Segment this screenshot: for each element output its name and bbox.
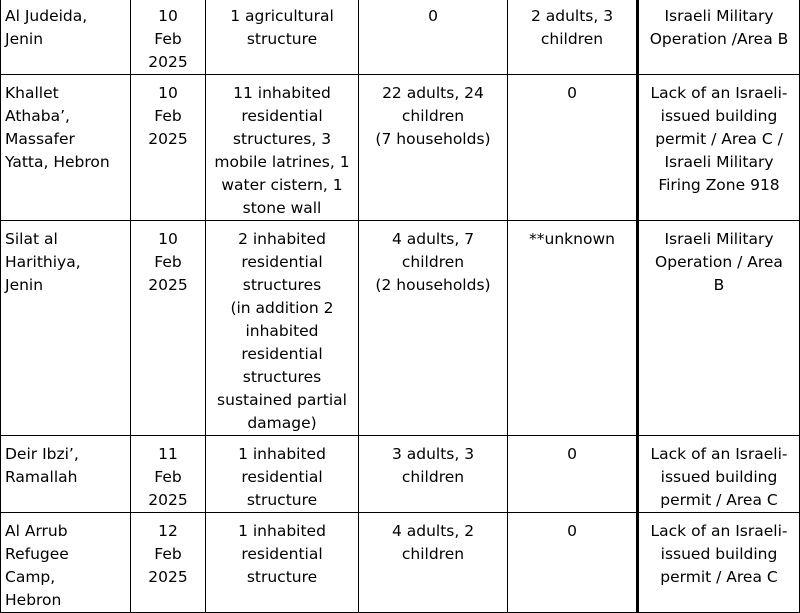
- people-affected-text: 0: [567, 445, 577, 463]
- structures-text: 2 inhabited residential structures (in addition 2 inhabited residential structures sustained partial damage): [217, 230, 347, 432]
- people-affected-text: 2 adults, 3 children: [531, 7, 613, 48]
- date-cell: [131, 0, 206, 75]
- people-displaced-cell: [359, 436, 508, 513]
- people-displaced-text: 22 adults, 24 children (7 households): [375, 84, 490, 148]
- reason-text: Lack of an Israeli- issued building permit / Area C: [651, 445, 788, 509]
- people-affected-text: 0: [567, 522, 577, 540]
- location-cell: [1, 513, 131, 613]
- table-row: [1, 0, 800, 75]
- people-displaced-cell: [359, 513, 508, 613]
- people-affected-cell: [508, 436, 638, 513]
- location-text: Al Judeida, Jenin: [5, 7, 87, 48]
- reason-text: Lack of an Israeli- issued building permit / Area C: [651, 522, 788, 586]
- people-displaced-text: 4 adults, 2 children: [392, 522, 474, 563]
- people-displaced-text: 4 adults, 7 children (2 households): [375, 230, 490, 294]
- people-affected-cell: [508, 221, 638, 436]
- reason-cell: [638, 436, 800, 513]
- date-text: 10 Feb 2025: [148, 84, 187, 148]
- location-text: Deir Ibzi’, Ramallah: [5, 445, 79, 486]
- date-text: 11 Feb 2025: [148, 445, 187, 509]
- date-text: 12 Feb 2025: [148, 522, 187, 586]
- structures-cell: [206, 0, 359, 75]
- date-cell: [131, 436, 206, 513]
- location-cell: [1, 75, 131, 221]
- structures-cell: [206, 513, 359, 613]
- reason-cell: [638, 75, 800, 221]
- people-displaced-text: 0: [428, 7, 438, 25]
- date-cell: [131, 75, 206, 221]
- date-cell: [131, 513, 206, 613]
- date-text: 10 Feb 2025: [148, 230, 187, 294]
- location-cell: [1, 436, 131, 513]
- table-row: [1, 436, 800, 513]
- people-affected-text: 0: [567, 84, 577, 102]
- people-affected-cell: [508, 0, 638, 75]
- people-displaced-cell: [359, 221, 508, 436]
- people-affected-cell: [508, 75, 638, 221]
- people-displaced-text: 3 adults, 3 children: [392, 445, 474, 486]
- table-row: [1, 75, 800, 221]
- reason-text: Israeli Military Operation /Area B: [650, 7, 789, 48]
- date-cell: [131, 221, 206, 436]
- location-text: Khallet Athaba’, Massafer Yatta, Hebron: [5, 84, 110, 171]
- people-displaced-cell: [359, 0, 508, 75]
- structures-cell: [206, 221, 359, 436]
- location-text: Silat al Harithiya, Jenin: [5, 230, 81, 294]
- structures-text: 1 agricultural structure: [230, 7, 334, 48]
- reason-text: Israeli Military Operation / Area B: [655, 230, 783, 294]
- date-text: 10 Feb 2025: [148, 7, 187, 71]
- reason-cell: [638, 0, 800, 75]
- reason-text: Lack of an Israeli- issued building permit / Area C / Israeli Military Firing Zone 918: [651, 84, 788, 194]
- structures-text: 1 inhabited residential structure: [238, 522, 326, 586]
- structures-text: 1 inhabited residential structure: [238, 445, 326, 509]
- people-affected-text: **unknown: [529, 230, 615, 248]
- location-cell: [1, 0, 131, 75]
- table-row: [1, 513, 800, 613]
- people-affected-cell: [508, 513, 638, 613]
- reason-cell: [638, 221, 800, 436]
- people-displaced-cell: [359, 75, 508, 221]
- structures-cell: [206, 436, 359, 513]
- structures-text: 11 inhabited residential structures, 3 mobile latrines, 1 water cistern, 1 stone wall: [214, 84, 349, 217]
- table-row: [1, 221, 800, 436]
- location-cell: [1, 221, 131, 436]
- reason-cell: [638, 513, 800, 613]
- structures-cell: [206, 75, 359, 221]
- location-text: Al Arrub Refugee Camp, Hebron: [5, 522, 69, 609]
